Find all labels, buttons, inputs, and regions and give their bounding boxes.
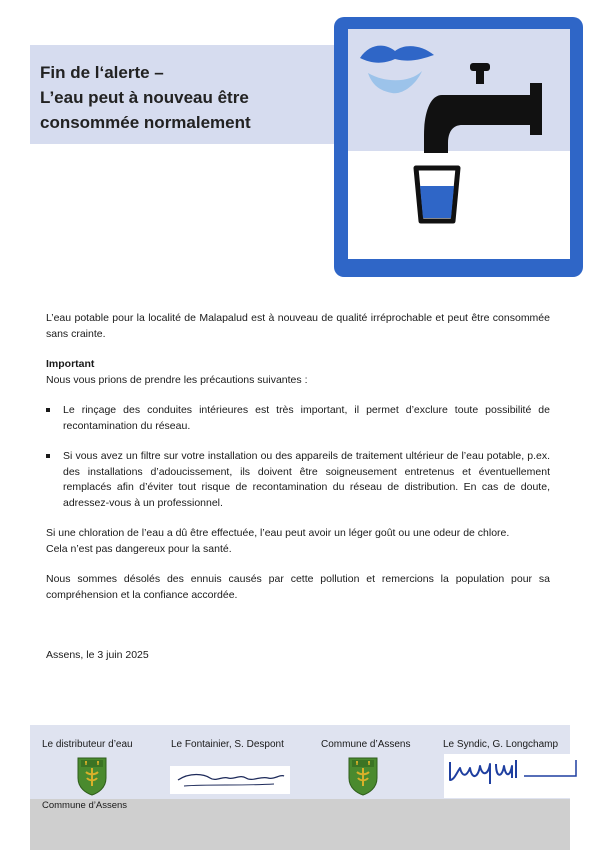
bullet-text: Si vous avez un filtre sur votre installation ou des appareils de traitement ultérieur de l’eau potable, p.ex. des installations d’adoucissement, ils doivent être soigneusement entretenus et éventuellement remplacés afin d’éviter tout risque de recontamination du réseau de distribution. En cas de doute, adressez-vous à un professionnel. [63, 450, 550, 509]
list-item [46, 403, 550, 434]
list-item [46, 449, 550, 511]
important-lead: Nous vous prions de prendre les précautions suivantes : [46, 373, 308, 386]
assens-crest-icon [347, 756, 379, 796]
square-bullet-icon [46, 408, 50, 412]
precautions-list [46, 403, 550, 511]
signatory-fontainier: Le Fontainier, S. Despont [171, 739, 284, 750]
bullet-text: Le rinçage des conduites intérieures est très important, il permet d’exclure toute possibilité de recontamination du réseau. [63, 404, 550, 432]
date-line: Assens, le 3 juin 2025 [46, 649, 149, 661]
signatory-distributor: Le distributeur d’eau [42, 739, 133, 750]
handwritten-signature-icon [444, 754, 582, 798]
signatory-commune: Commune d’Assens [321, 739, 411, 750]
page-title [40, 60, 251, 135]
handwritten-signature-icon [170, 766, 290, 794]
title-line-1: Fin de l‘alerte – [40, 63, 164, 82]
assens-crest-icon [76, 756, 108, 796]
intro-paragraph: L’eau potable pour la localité de Malapalud est à nouveau de qualité irréprochable et peut être consommée sans crainte. [46, 312, 550, 340]
chlorine-line-1: Si une chloration de l’eau a dû être effectuée, l’eau peut avoir un léger goût ou une odeur de chlore. [46, 527, 510, 539]
chlorine-line-2: Cela n’est pas dangereux pour la santé. [46, 542, 232, 555]
signatory-syndic: Le Syndic, G. Longchamp [443, 739, 559, 750]
title-line-3: consommée normalement [40, 113, 251, 132]
water-tap-glass-icon [330, 13, 587, 281]
square-bullet-icon [46, 454, 50, 458]
footer-bottom-label: Commune d’Assens [42, 800, 128, 811]
title-line-2: L’eau peut à nouveau être [40, 88, 249, 107]
closing-paragraph: Nous sommes désolés des ennuis causés par cette pollution et remercions la population pour sa compréhension et la confiance accordée. [46, 573, 550, 601]
body-text [46, 311, 550, 603]
important-heading: Important [46, 358, 95, 370]
